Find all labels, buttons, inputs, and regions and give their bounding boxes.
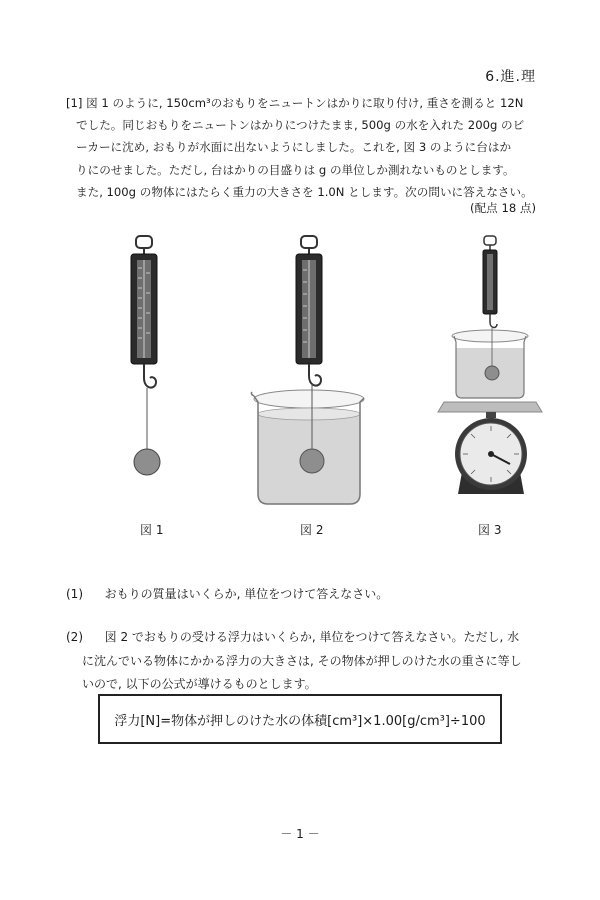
intro-line-2: でした。同じおもりをニュートンはかりにつけたまま, 500g の水を入れた 200g のビ (76, 118, 525, 133)
intro-line-1: [1] 図 1 のように, 150cm³のおもりをニュートンはかりに取り付け, 重さを測ると 12N (66, 96, 524, 110)
question-1-number: (1) (66, 587, 83, 601)
intro-line-5: また, 100g の物体にはたらく重力の大きさを 1.0N とします。次の問いに答えなさい。 (76, 184, 533, 199)
figure-2 (248, 232, 378, 512)
question-2-line-2: に沈んでいる物体にかかる浮力の大きさは, その物体が押しのけた水の重さに等し (82, 654, 522, 668)
intro-line-3: ーカーに沈め, おもりが水面に出ないようにしました。これを, 図 3 のように台はか (76, 140, 512, 155)
question-2-line-3: いので, 以下の公式が導けるものとします。 (82, 677, 317, 691)
figure-1 (100, 232, 190, 482)
figure-3-caption: 図 3 (478, 523, 502, 537)
points-note: (配点 18 点) (470, 201, 536, 215)
question-1 (66, 585, 388, 602)
question-1-text: おもりの質量はいくらか, 単位をつけて答えなさい。 (104, 587, 389, 601)
formula-box (98, 694, 502, 744)
intro-line-4: りにのせました。ただし, 台はかりの目盛りは g の単位しか測れないものとします。 (76, 162, 515, 177)
question-2-line-1: 図 2 でおもりの受ける浮力はいくらか, 単位をつけて答えなさい。ただし, 水 (104, 630, 520, 644)
figure-2-caption: 図 2 (300, 523, 324, 537)
question-2 (66, 628, 519, 645)
page-number: － 1 － (280, 827, 320, 841)
figure-3 (432, 232, 550, 494)
figure-1-caption: 図 1 (140, 523, 164, 537)
formula-text: 浮力[N]=物体が押しのけた水の体積[cm³]×1.00[g/cm³]÷100 (114, 713, 486, 729)
question-2-number: (2) (66, 630, 83, 644)
problem-intro (66, 92, 546, 203)
section-label: 6.進.理 (485, 69, 536, 85)
